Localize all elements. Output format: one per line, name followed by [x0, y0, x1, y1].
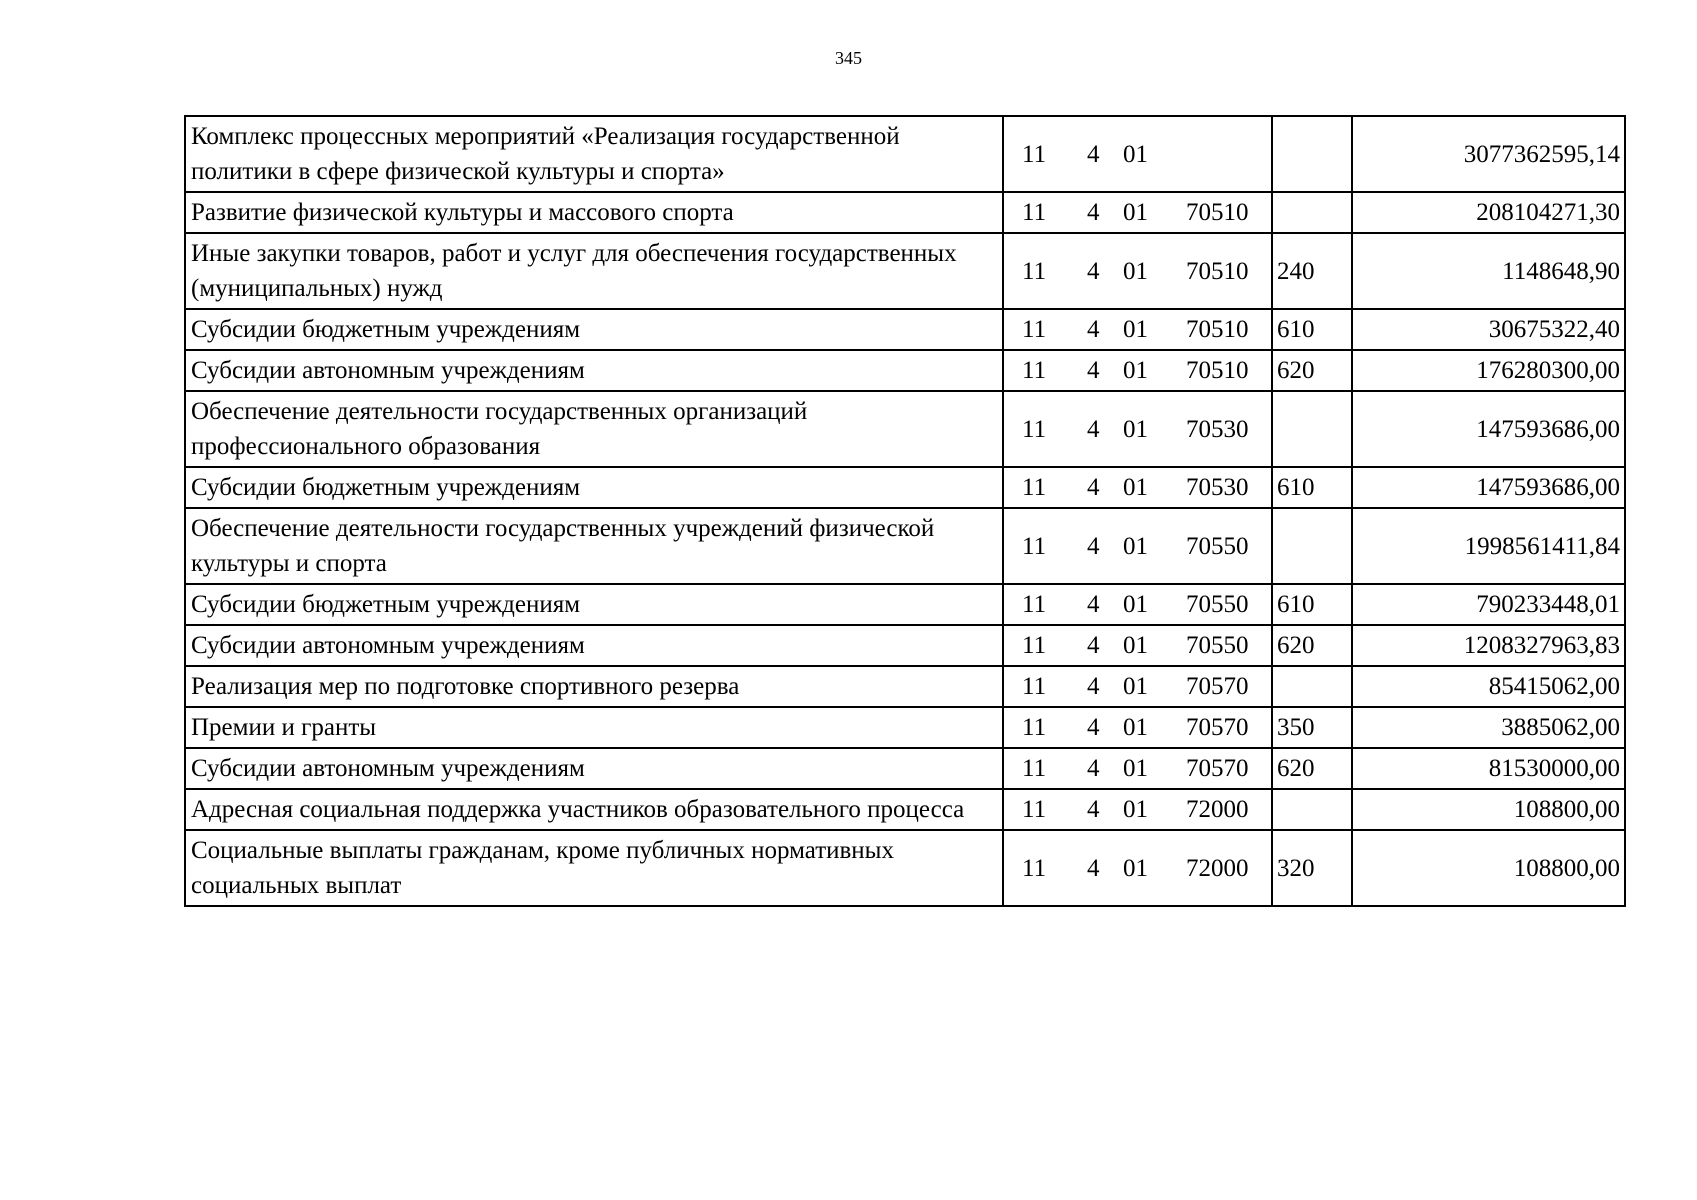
expense-type-cell: 320 — [1272, 830, 1352, 906]
classification-code — [1008, 254, 1267, 289]
amount-cell: 208104271,30 — [1352, 192, 1625, 233]
expense-type-cell: 620 — [1272, 748, 1352, 789]
classification-code — [1008, 412, 1267, 447]
direction-code: 70570 — [1186, 673, 1249, 700]
element-code: 01 — [1123, 474, 1148, 501]
program-code: 11 — [1022, 257, 1047, 285]
program-code: 11 — [1022, 796, 1047, 823]
page-number: 345 — [835, 48, 862, 68]
classification-code — [1008, 851, 1267, 886]
direction-code: 70550 — [1186, 591, 1249, 618]
row-code-cell — [1003, 830, 1272, 906]
subprogram-code: 4 — [1087, 316, 1100, 343]
amount-cell: 147593686,00 — [1352, 391, 1625, 467]
program-code: 11 — [1022, 854, 1047, 882]
expense-type-cell — [1272, 391, 1352, 467]
classification-code — [1008, 669, 1267, 704]
element-code: 01 — [1123, 714, 1148, 741]
row-name-cell: Развитие физической культуры и массового спорта — [185, 192, 1003, 233]
row-code-cell — [1003, 508, 1272, 584]
budget-table-body — [185, 116, 1625, 906]
program-code: 11 — [1022, 755, 1047, 782]
direction-code: 70570 — [1186, 755, 1249, 782]
direction-code: 70530 — [1186, 415, 1249, 443]
row-name-cell: Социальные выплаты гражданам, кроме публичных нормативных социальных выплат — [185, 830, 1003, 906]
expense-type-cell: 610 — [1272, 309, 1352, 350]
expense-type-cell — [1272, 116, 1352, 192]
program-code: 11 — [1022, 591, 1047, 618]
row-code-cell — [1003, 467, 1272, 508]
program-code: 11 — [1022, 316, 1047, 343]
element-code: 01 — [1123, 532, 1148, 560]
subprogram-code: 4 — [1087, 714, 1100, 741]
row-code-cell — [1003, 707, 1272, 748]
expense-type-cell: 620 — [1272, 350, 1352, 391]
element-code: 01 — [1123, 257, 1148, 285]
row-name-cell: Комплекс процессных мероприятий «Реализация государственной политики в сфере физической культуры и спорта» — [185, 116, 1003, 192]
program-code: 11 — [1022, 673, 1047, 700]
subprogram-code: 4 — [1087, 532, 1100, 560]
amount-cell: 3885062,00 — [1352, 707, 1625, 748]
table-row — [185, 625, 1625, 666]
element-code: 01 — [1123, 591, 1148, 618]
table-row — [185, 830, 1625, 906]
expense-type-cell — [1272, 192, 1352, 233]
row-code-cell — [1003, 625, 1272, 666]
element-code: 01 — [1123, 140, 1148, 168]
row-name-cell: Субсидии бюджетным учреждениям — [185, 309, 1003, 350]
row-name-cell: Субсидии автономным учреждениям — [185, 350, 1003, 391]
element-code: 01 — [1123, 632, 1148, 659]
element-code: 01 — [1123, 755, 1148, 782]
amount-cell: 176280300,00 — [1352, 350, 1625, 391]
row-name-cell: Субсидии автономным учреждениям — [185, 625, 1003, 666]
subprogram-code: 4 — [1087, 591, 1100, 618]
budget-table — [184, 115, 1626, 907]
table-row — [185, 391, 1625, 467]
subprogram-code: 4 — [1087, 755, 1100, 782]
row-name-cell: Адресная социальная поддержка участников образовательного процесса — [185, 789, 1003, 830]
program-code: 11 — [1022, 714, 1047, 741]
program-code: 11 — [1022, 415, 1047, 443]
direction-code: 70510 — [1186, 357, 1249, 384]
amount-cell: 1998561411,84 — [1352, 508, 1625, 584]
row-name-cell: Реализация мер по подготовке спортивного резерва — [185, 666, 1003, 707]
row-code-cell — [1003, 789, 1272, 830]
amount-cell: 30675322,40 — [1352, 309, 1625, 350]
row-code-cell — [1003, 584, 1272, 625]
program-code: 11 — [1022, 357, 1047, 384]
expense-type-cell — [1272, 789, 1352, 830]
classification-code — [1008, 470, 1267, 505]
amount-cell: 81530000,00 — [1352, 748, 1625, 789]
subprogram-code: 4 — [1087, 474, 1100, 501]
subprogram-code: 4 — [1087, 854, 1100, 882]
classification-code — [1008, 587, 1267, 622]
amount-cell: 85415062,00 — [1352, 666, 1625, 707]
row-name-cell: Субсидии бюджетным учреждениям — [185, 467, 1003, 508]
table-row — [185, 309, 1625, 350]
amount-cell: 147593686,00 — [1352, 467, 1625, 508]
row-name-cell: Обеспечение деятельности государственных организаций профессионального образования — [185, 391, 1003, 467]
row-code-cell — [1003, 116, 1272, 192]
expense-type-cell — [1272, 508, 1352, 584]
classification-code — [1008, 353, 1267, 388]
row-name-cell: Премии и гранты — [185, 707, 1003, 748]
direction-code: 70570 — [1186, 714, 1249, 741]
direction-code: 70550 — [1186, 632, 1249, 659]
table-row — [185, 748, 1625, 789]
subprogram-code: 4 — [1087, 415, 1100, 443]
direction-code: 70510 — [1186, 257, 1249, 285]
direction-code: 72000 — [1186, 796, 1249, 823]
amount-cell: 108800,00 — [1352, 830, 1625, 906]
direction-code: 70550 — [1186, 532, 1249, 560]
program-code: 11 — [1022, 199, 1047, 226]
program-code: 11 — [1022, 632, 1047, 659]
subprogram-code: 4 — [1087, 632, 1100, 659]
subprogram-code: 4 — [1087, 796, 1100, 823]
table-row — [185, 584, 1625, 625]
expense-type-cell: 620 — [1272, 625, 1352, 666]
table-row — [185, 467, 1625, 508]
classification-code — [1008, 195, 1267, 230]
row-code-cell — [1003, 666, 1272, 707]
table-row — [185, 233, 1625, 309]
element-code: 01 — [1123, 199, 1148, 226]
direction-code: 70510 — [1186, 316, 1249, 343]
amount-cell: 1208327963,83 — [1352, 625, 1625, 666]
table-row — [185, 789, 1625, 830]
row-name-cell: Обеспечение деятельности государственных учреждений физической культуры и спорта — [185, 508, 1003, 584]
program-code: 11 — [1022, 140, 1047, 168]
row-code-cell — [1003, 350, 1272, 391]
row-name-cell: Иные закупки товаров, работ и услуг для обеспечения государственных (муниципальных) нужд — [185, 233, 1003, 309]
row-code-cell — [1003, 748, 1272, 789]
table-row — [185, 508, 1625, 584]
program-code: 11 — [1022, 532, 1047, 560]
table-row — [185, 707, 1625, 748]
expense-type-cell — [1272, 666, 1352, 707]
direction-code: 70510 — [1186, 199, 1249, 226]
element-code: 01 — [1123, 316, 1148, 343]
subprogram-code: 4 — [1087, 673, 1100, 700]
classification-code — [1008, 312, 1267, 347]
amount-cell: 790233448,01 — [1352, 584, 1625, 625]
expense-type-cell: 610 — [1272, 584, 1352, 625]
amount-cell: 1148648,90 — [1352, 233, 1625, 309]
row-name-cell: Субсидии автономным учреждениям — [185, 748, 1003, 789]
classification-code — [1008, 710, 1267, 745]
classification-code — [1008, 792, 1267, 827]
amount-cell: 3077362595,14 — [1352, 116, 1625, 192]
subprogram-code: 4 — [1087, 357, 1100, 384]
table-row — [185, 350, 1625, 391]
table-row — [185, 116, 1625, 192]
expense-type-cell: 350 — [1272, 707, 1352, 748]
direction-code: 72000 — [1186, 854, 1249, 882]
classification-code — [1008, 529, 1267, 564]
row-name-cell: Субсидии бюджетным учреждениям — [185, 584, 1003, 625]
element-code: 01 — [1123, 854, 1148, 882]
program-code: 11 — [1022, 474, 1047, 501]
element-code: 01 — [1123, 673, 1148, 700]
subprogram-code: 4 — [1087, 140, 1100, 168]
row-code-cell — [1003, 192, 1272, 233]
element-code: 01 — [1123, 796, 1148, 823]
expense-type-cell: 610 — [1272, 467, 1352, 508]
table-row — [185, 192, 1625, 233]
element-code: 01 — [1123, 357, 1148, 384]
classification-code — [1008, 751, 1267, 786]
direction-code: 70530 — [1186, 474, 1249, 501]
row-code-cell — [1003, 309, 1272, 350]
row-code-cell — [1003, 233, 1272, 309]
subprogram-code: 4 — [1087, 257, 1100, 285]
classification-code — [1008, 628, 1267, 663]
table-row — [185, 666, 1625, 707]
element-code: 01 — [1123, 415, 1148, 443]
subprogram-code: 4 — [1087, 199, 1100, 226]
classification-code — [1008, 137, 1267, 172]
expense-type-cell: 240 — [1272, 233, 1352, 309]
row-code-cell — [1003, 391, 1272, 467]
amount-cell: 108800,00 — [1352, 789, 1625, 830]
